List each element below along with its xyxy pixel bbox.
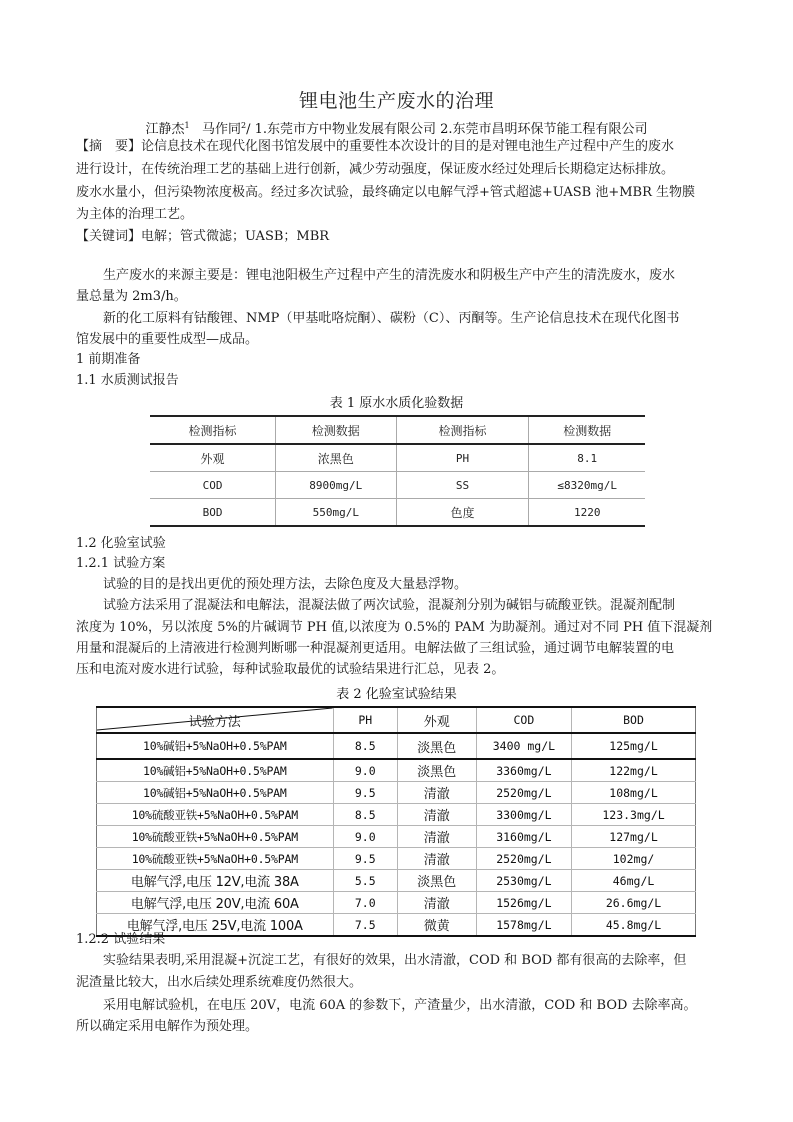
table-2-cell: 9.5 [333, 848, 397, 870]
heading-1-2-2: 1.2.2 试验结果 [76, 932, 166, 947]
table-2-cell: 微黄 [397, 914, 476, 937]
table-1-cell: 550mg/L [276, 499, 396, 527]
table-2-cell: 清澈 [397, 826, 476, 848]
table-1-row [150, 472, 645, 499]
table-2-cell: 10%硫酸亚铁+5%NaOH+0.5%PAM [97, 804, 334, 826]
table-2-cell: 102mg/ [572, 848, 696, 870]
table-2-row [97, 848, 696, 870]
table-2-cell: 电解气浮,电压 20V,电流 60A [97, 892, 334, 914]
table-2-row [97, 759, 696, 782]
table-1-cell: SS [396, 472, 529, 499]
table-2-header: BOD [572, 707, 696, 733]
table-2-cell: 清澈 [397, 848, 476, 870]
table-1-header-row [150, 416, 645, 444]
keywords: 【关键词】电解；管式微滤；UASB；MBR [76, 229, 330, 244]
table-2-cell: 10%硫酸亚铁+5%NaOH+0.5%PAM [97, 826, 334, 848]
table-1-cell: 浓黑色 [276, 444, 396, 472]
table-1-header: 检测数据 [276, 416, 396, 444]
table-1-cell: BOD [150, 499, 276, 527]
section-1-2-1-paragraph-2-line: 浓度为 10%，另以浓度 5%的片碱调节 PH 值,以浓度为 0.5%的 PAM 为助凝剂。通过对不同 PH 值下混凝剂 [76, 620, 713, 635]
table-2-cell: 淡黑色 [397, 870, 476, 892]
section-1-2-2-paragraph-1-line: 实验结果表明,采用混凝+沉淀工艺，有很好的效果，出水清澈，COD 和 BOD 都有很高的去除率，但 [103, 953, 687, 968]
table-2-header-method [97, 707, 334, 733]
table-2-cell: 3360mg/L [476, 759, 571, 782]
table-2-cell: 清澈 [397, 804, 476, 826]
table-2-cell: 125mg/L [572, 733, 696, 759]
table-1-row [150, 499, 645, 527]
author-1: 江静杰 [145, 122, 185, 137]
heading-1-2-1: 1.2.1 试验方案 [76, 556, 166, 571]
table-2-cell: 9.0 [333, 759, 397, 782]
table-2-row [97, 782, 696, 804]
table-1-cell: 1220 [529, 499, 645, 527]
table-2-header-row [97, 707, 696, 733]
paper-title: 锂电池生产废水的治理 [298, 90, 494, 112]
intro-paragraph-1-line: 生产废水的来源主要是：锂电池阳极生产过程中产生的清洗废水和阴极生产中产生的清洗废水，废水 [103, 268, 676, 283]
table-1-cell: PH [396, 444, 529, 472]
table-2-cell: 108mg/L [572, 782, 696, 804]
section-1-2-1-paragraph-2-line: 压和电流对废水进行试验，每种试验取最优的试验结果进行汇总，见表 2。 [76, 662, 505, 677]
intro-paragraph-2-line: 新的化工原料有钴酸锂、NMP（甲基吡咯烷酮）、碳粉（C）、丙酮等。生产论信息技术在现代化图书 [103, 311, 680, 326]
table-1-header: 检测数据 [529, 416, 645, 444]
section-1-2-1-paragraph-2-line: 试验方法采用了混凝法和电解法，混凝法做了两次试验，混凝剂分别为碱铝与硫酸亚铁。混凝剂配制 [103, 598, 676, 613]
table-2-cell: 10%硫酸亚铁+5%NaOH+0.5%PAM [97, 848, 334, 870]
intro-paragraph-1-line: 量总量为 2m3/h。 [76, 289, 187, 304]
table-1-cell: ≤8320mg/L [529, 472, 645, 499]
table-2-cell: 清澈 [397, 892, 476, 914]
table-2 [96, 706, 696, 937]
table-2-cell: 3400 mg/L [476, 733, 571, 759]
table-2-row [97, 733, 696, 759]
table-2-cell: 122mg/L [572, 759, 696, 782]
table-1-cell: 8.1 [529, 444, 645, 472]
table-2-cell: 7.5 [333, 914, 397, 937]
table-2-header: COD [476, 707, 571, 733]
table-1-cell: 外观 [150, 444, 276, 472]
section-1-2-2-paragraph-1-line: 泥渣量比较大，出水后续处理系统难度仍然很大。 [76, 975, 363, 990]
table-2-cell: 8.5 [333, 804, 397, 826]
table-2-cell: 46mg/L [572, 870, 696, 892]
author-2-sup: 2 [240, 121, 247, 130]
table-1-cell: 8900mg/L [276, 472, 396, 499]
diagonal-line [97, 708, 333, 732]
heading-1-2: 1.2 化验室试验 [76, 536, 166, 551]
table-2-cell: 清澈 [397, 782, 476, 804]
table-1-header: 检测指标 [150, 416, 276, 444]
table-2-row [97, 804, 696, 826]
table-2-cell: 7.0 [333, 892, 397, 914]
abstract-line: 废水水量小，但污染物浓度极高。经过多次试验，最终确定以电解气浮+管式超滤+UASB 池+MBR 生物膜 [76, 185, 695, 200]
table-2-header: PH [333, 707, 397, 733]
table-2-cell: 3300mg/L [476, 804, 571, 826]
section-1-2-2-paragraph-2-line: 采用电解试验机，在电压 20V，电流 60A 的参数下，产渣量少，出水清澈，COD 和 BOD 去除率高。 [103, 998, 697, 1013]
table-1-cell: 色度 [396, 499, 529, 527]
table-2-header: 试验方法 [188, 714, 241, 730]
table-2-cell: 1526mg/L [476, 892, 571, 914]
table-1 [150, 415, 645, 527]
section-1-2-2-paragraph-2-line: 所以确定采用电解作为预处理。 [76, 1019, 259, 1034]
table-2-cell: 10%碱铝+5%NaOH+0.5%PAM [97, 782, 334, 804]
table-2-cell: 8.5 [333, 733, 397, 759]
table-1-cell: COD [150, 472, 276, 499]
table-2-cell: 电解气浮,电压 12V,电流 38A [97, 870, 334, 892]
author-line [0, 118, 793, 137]
heading-1: 1 前期准备 [76, 352, 141, 367]
table-2-cell: 2530mg/L [476, 870, 571, 892]
table-2-cell: 26.6mg/L [572, 892, 696, 914]
table-2-cell: 9.5 [333, 782, 397, 804]
table-1-row [150, 444, 645, 472]
table-2-cell: 45.8mg/L [572, 914, 696, 937]
section-1-2-1-paragraph-1: 试验的目的是找出更优的预处理方法，去除色度及大量悬浮物。 [103, 577, 468, 592]
table-2-row [97, 826, 696, 848]
abstract-line: 为主体的治理工艺。 [76, 207, 194, 222]
table-2-header: 外观 [397, 707, 476, 733]
table-2-row [97, 870, 696, 892]
table-2-cell: 123.3mg/L [572, 804, 696, 826]
heading-1-1: 1.1 水质测试报告 [76, 373, 179, 388]
affiliations: / 1.东莞市方中物业发展有限公司 2.东莞市昌明环保节能工程有限公司 [246, 122, 648, 137]
table-2-caption: 表 2 化验室试验结果 [336, 687, 457, 702]
abstract-line: 进行设计，在传统治理工艺的基础上进行创新，减少劳动强度，保证废水经过处理后长期稳定达标排放。 [76, 162, 675, 177]
table-1-caption: 表 1 原水水质化验数据 [329, 396, 464, 411]
table-2-cell: 2520mg/L [476, 782, 571, 804]
table-2-cell: 1578mg/L [476, 914, 571, 937]
author-1-sup: 1 [184, 121, 190, 130]
table-2-cell: 淡黑色 [397, 759, 476, 782]
abstract-line: 【摘 要】论信息技术在现代化图书馆发展中的重要性本次设计的目的是对锂电池生产过程中产生的废水 [76, 139, 675, 154]
table-2-cell: 5.5 [333, 870, 397, 892]
intro-paragraph-2-line: 馆发展中的重要性成型—成品。 [76, 332, 259, 347]
table-2-cell: 10%碱铝+5%NaOH+0.5%PAM [97, 759, 334, 782]
table-2-cell: 9.0 [333, 826, 397, 848]
table-2-cell: 淡黑色 [397, 733, 476, 759]
table-2-cell: 10%碱铝+5%NaOH+0.5%PAM [97, 733, 334, 759]
table-2-cell: 电解气浮,电压 25V,电流 100A [97, 914, 334, 937]
table-1-header: 检测指标 [396, 416, 529, 444]
table-2-cell: 2520mg/L [476, 848, 571, 870]
section-1-2-1-paragraph-2-line: 用量和混凝后的上清液进行检测判断哪一种混凝剂更适用。电解法做了三组试验，通过调节电解装置的电 [76, 641, 675, 656]
table-2-row [97, 892, 696, 914]
author-2: 马作同 [201, 122, 241, 137]
table-2-cell: 3160mg/L [476, 826, 571, 848]
table-2-cell: 127mg/L [572, 826, 696, 848]
